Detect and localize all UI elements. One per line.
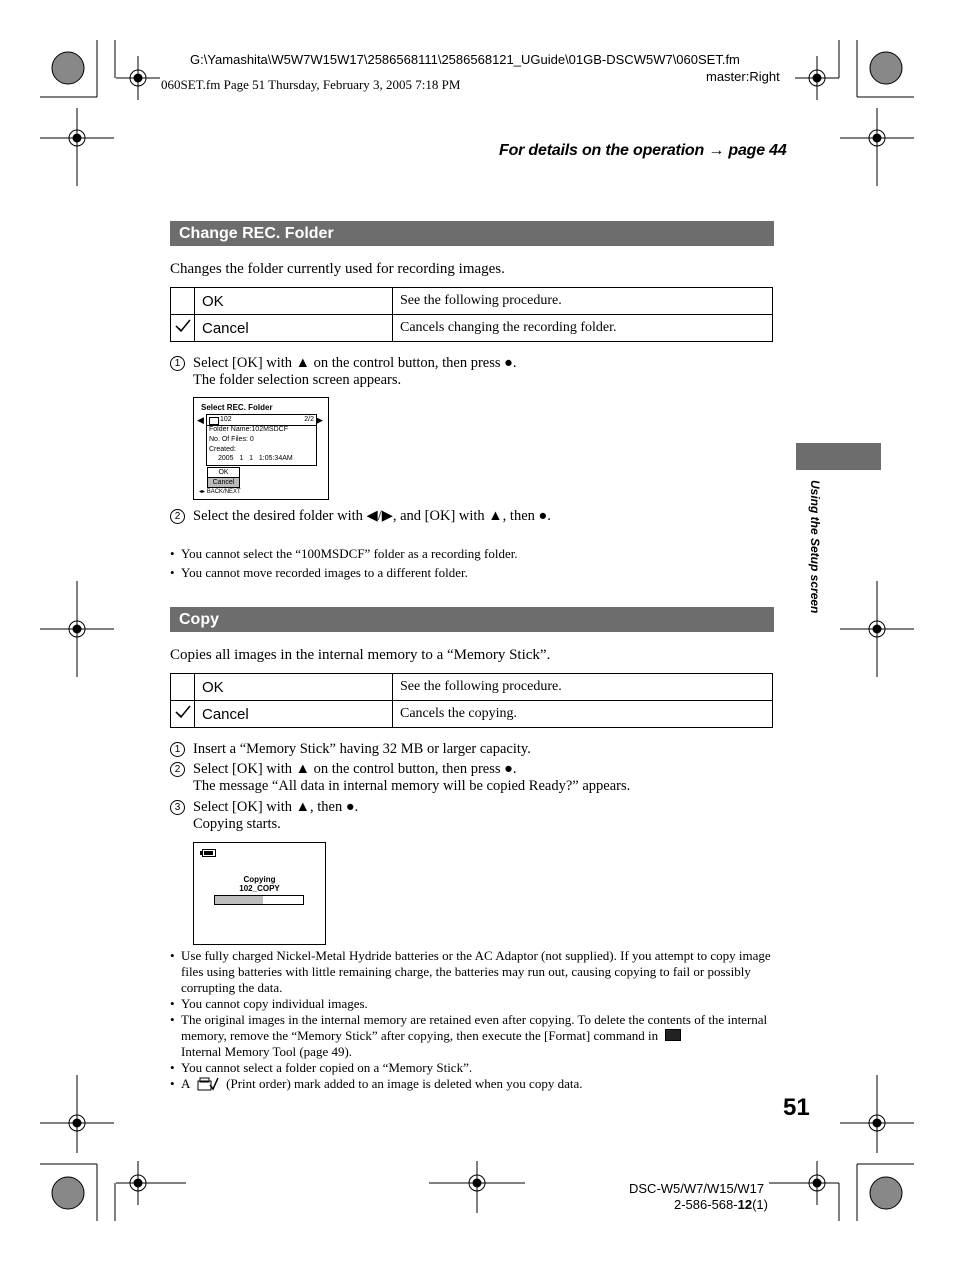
step-number: 2 <box>170 509 185 524</box>
check-icon <box>171 315 195 342</box>
folder-info-box <box>206 414 317 466</box>
check-icon <box>171 701 195 728</box>
copy-progress-fill <box>215 896 263 904</box>
option-desc: See the following procedure. <box>393 674 773 701</box>
folder-files: No. Of Files: 0 <box>209 436 254 443</box>
check-cell <box>171 288 195 315</box>
footer-code: 2-586-568-12(1) <box>674 1197 768 1212</box>
section-heading-change-rec-folder: Change REC. Folder <box>170 221 774 246</box>
section1-intro: Changes the folder currently used for recording images. <box>170 261 505 277</box>
folder-name: Folder Name:102MSDCF <box>209 426 288 433</box>
left-arrow-icon: ◀ <box>197 415 204 425</box>
lcd-cancel-button[interactable]: Cancel <box>207 477 240 488</box>
section2-step2 <box>170 761 517 778</box>
table-row <box>171 701 773 728</box>
step-text: Select [OK] with ▲ on the control button, then press ●. <box>193 761 517 777</box>
step-number: 2 <box>170 762 185 777</box>
copying-folder: 102_COPY <box>239 884 280 893</box>
option-desc: Cancels the copying. <box>393 701 773 728</box>
file-path: G:\Yamashita\W5W7W15W17\2586568111\2586568121_UGuide\01GB-DSCW5W7\060SET.fm <box>190 52 740 67</box>
table-row <box>171 674 773 701</box>
folder-created: Created: <box>209 446 236 453</box>
section-heading-copy: Copy <box>170 607 774 632</box>
internal-memory-icon <box>665 1029 681 1041</box>
copying-label: Copying <box>243 875 276 884</box>
folder-icon <box>209 417 219 425</box>
right-arrow-icon: ▶ <box>316 415 323 425</box>
check-cell <box>171 674 195 701</box>
step-number: 1 <box>170 742 185 757</box>
lcd-nav-hint: ◂▸ BACK/NEXT <box>199 489 241 495</box>
step-number: 3 <box>170 800 185 815</box>
step-text: Select [OK] with ▲ on the control button, then press ●. <box>193 355 517 371</box>
file-info: 060SET.fm Page 51 Thursday, February 3, 2005 7:18 PM <box>161 77 461 92</box>
option-label: OK <box>195 288 393 315</box>
section1-step2 <box>170 508 551 525</box>
copy-progress-bar <box>214 895 304 905</box>
step-text: Select [OK] with ▲, then ●. <box>193 799 359 815</box>
table-row <box>171 288 773 315</box>
section2-step3 <box>170 799 359 816</box>
folder-date: 2005 1 1 1:05:34AM <box>218 455 293 462</box>
section2-note: • A (Print order) mark added to an image is deleted when you copy data. <box>170 1076 583 1091</box>
page-number: 51 <box>783 1094 810 1121</box>
option-desc: Cancels changing the recording folder. <box>393 315 773 342</box>
section1-note: • You cannot select the “100MSDCF” folder as a recording folder. <box>170 546 518 561</box>
footer-model: DSC-W5/W7/W15/W17 <box>629 1181 765 1196</box>
section2-note: • The original images in the internal memory are retained even after copying. To delete the contents of the internal memory, remove the “Memory Stick” after copying, then execute the [Format] command in Internal Memory Tool (page 49). <box>170 1012 768 1059</box>
folder-number: 102 <box>220 416 232 423</box>
section2-step1 <box>170 741 531 758</box>
section2-note: • You cannot select a folder copied on a “Memory Stick”. <box>170 1060 473 1075</box>
section2-step3-sub: Copying starts. <box>193 816 281 832</box>
option-label: Cancel <box>195 315 393 342</box>
side-tab-text: Using the Setup screen <box>808 480 822 614</box>
details-reference: For details on the operation → page 44 <box>499 142 787 159</box>
table-row <box>171 315 773 342</box>
lcd-ok-button[interactable]: OK <box>207 467 240 478</box>
section1-note: • You cannot move recorded images to a different folder. <box>170 565 468 580</box>
master-label: master:Right <box>706 69 780 84</box>
option-label: OK <box>195 674 393 701</box>
section2-intro: Copies all images in the internal memory to a “Memory Stick”. <box>170 647 551 663</box>
section1-options-table <box>170 287 773 342</box>
print-order-icon <box>197 1076 219 1092</box>
option-desc: See the following procedure. <box>393 288 773 315</box>
section2-options-table <box>170 673 773 728</box>
step-text: Select the desired folder with ◀/▶, and [OK] with ▲, then ●. <box>193 508 551 524</box>
lcd-copying <box>193 842 326 945</box>
option-label: Cancel <box>195 701 393 728</box>
section1-step1 <box>170 355 517 372</box>
section2-step2-sub: The message “All data in internal memory will be copied Ready?” appears. <box>193 778 631 794</box>
section2-note: • Use fully charged Nickel-Metal Hydride batteries or the AC Adaptor (not supplied). If you attempt to copy image files using batteries with little remaining charge, the batteries may run out, causing copying to fail or possibly corrupting the data. <box>170 948 771 995</box>
side-tab <box>796 443 881 470</box>
step-text: Insert a “Memory Stick” having 32 MB or larger capacity. <box>193 741 531 757</box>
folder-page: 2/2 <box>304 416 314 423</box>
lcd-title: Select REC. Folder <box>201 403 273 412</box>
battery-icon <box>202 849 216 857</box>
lcd-select-folder <box>193 397 329 500</box>
section2-note: • You cannot copy individual images. <box>170 996 368 1011</box>
step-number: 1 <box>170 356 185 371</box>
section1-step1-sub: The folder selection screen appears. <box>193 372 402 388</box>
